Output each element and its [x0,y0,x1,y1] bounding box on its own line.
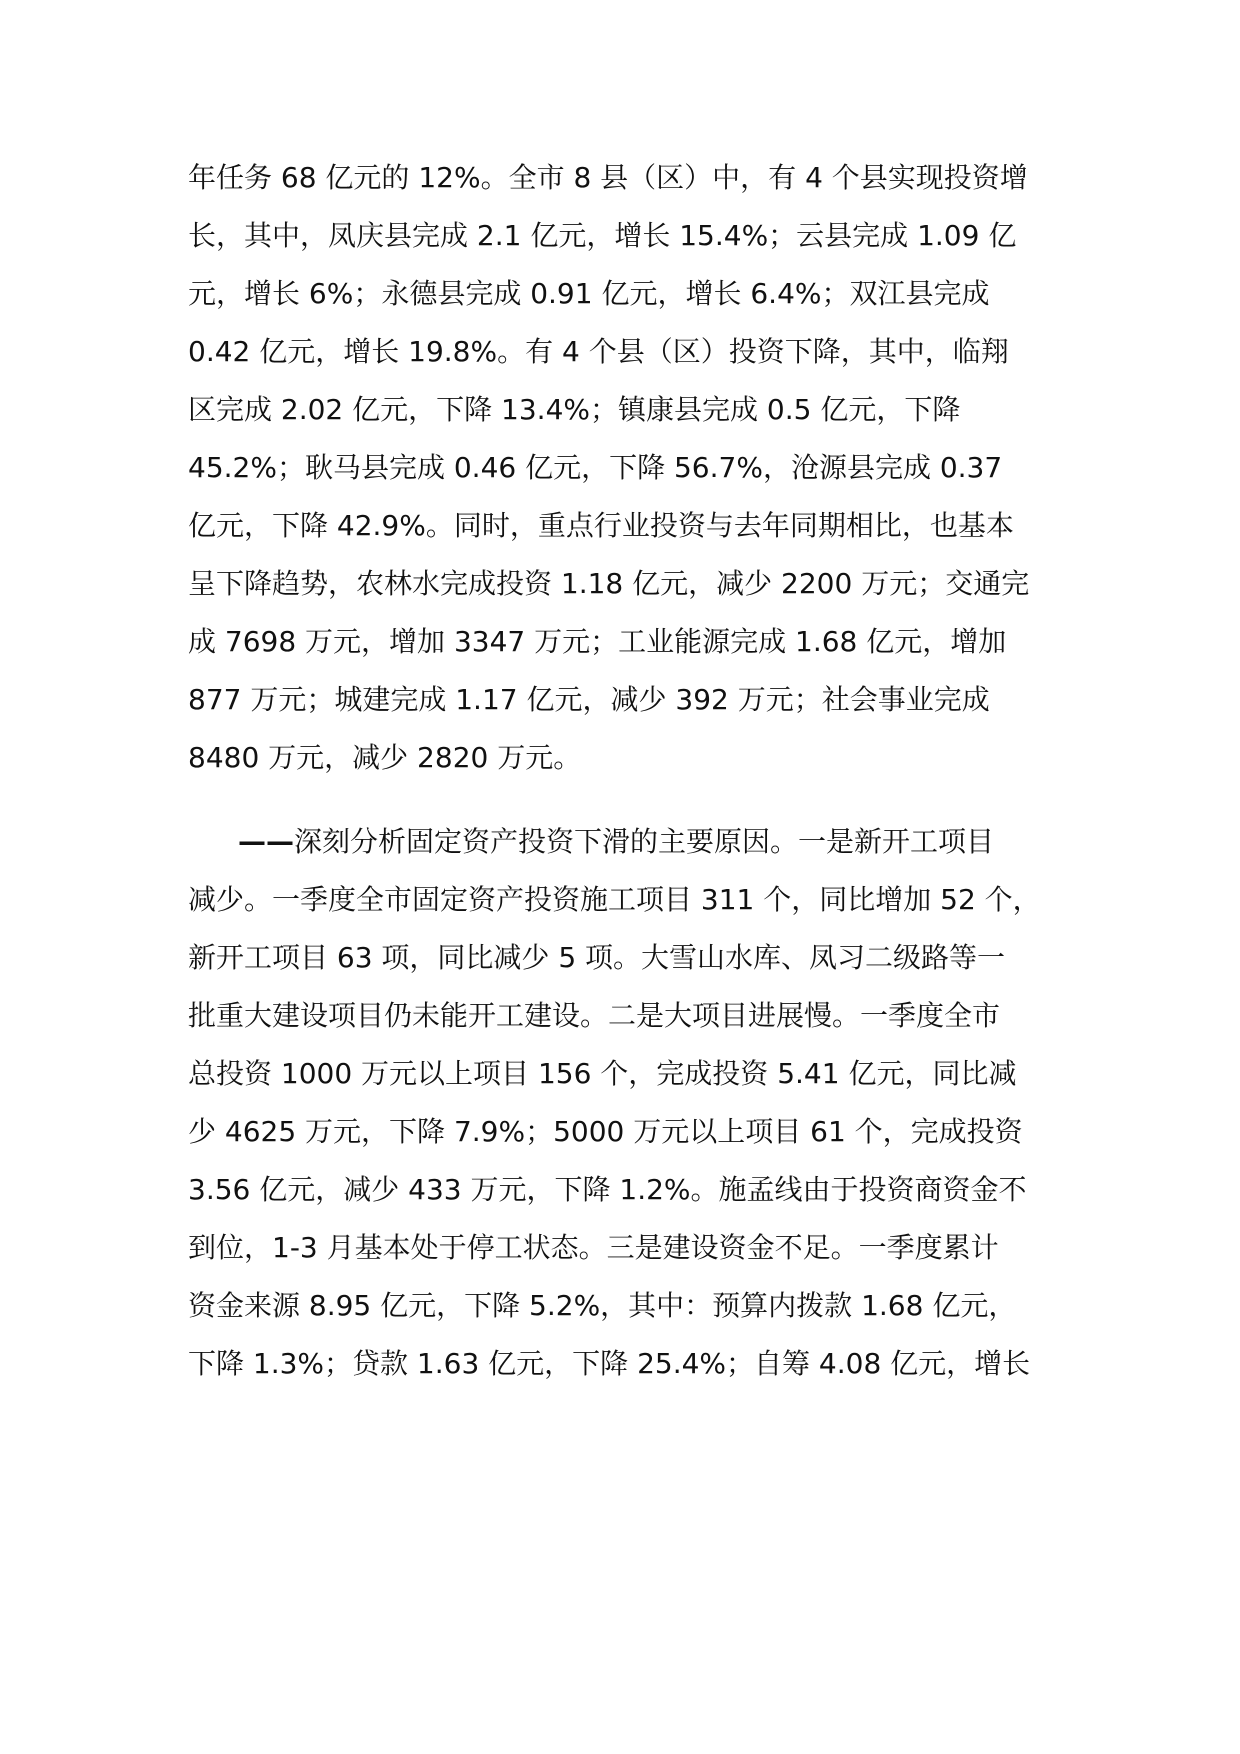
paragraph-1-line-1: 年任务 68 亿元的 12%。全市 8 县（区）中，有 4 个县实现投资增 [188,161,1028,194]
paragraph-2-line-8: 到位，1-3 月基本处于停工状态。三是建设资金不足。一季度累计 [188,1231,999,1264]
paragraph-2-line-1-text: 深刻分析固定资产投资下滑的主要原因。一是新开工项目 [294,825,995,858]
paragraph-1-line-10: 877 万元；城建完成 1.17 亿元，减少 392 万元；社会事业完成 [188,683,990,716]
paragraph-2-line-10: 下降 1.3%；贷款 1.63 亿元，下降 25.4%；自筹 4.08 亿元，增长 [188,1347,1031,1380]
paragraph-2-line-5: 总投资 1000 万元以上项目 156 个，完成投资 5.41 亿元，同比减 [188,1057,1017,1090]
paragraph-1-line-3: 元，增长 6%；永德县完成 0.91 亿元，增长 6.4%；双江县完成 [188,277,990,310]
paragraph-1-line-4: 0.42 亿元，增长 19.8%。有 4 个县（区）投资下降，其中，临翔 [188,335,1009,368]
paragraph-1-line-2: 长，其中，凤庆县完成 2.1 亿元，增长 15.4%；云县完成 1.09 亿 [188,219,1017,252]
paragraph-2-line-6: 少 4625 万元，下降 7.9%；5000 万元以上项目 61 个，完成投资 [188,1115,1023,1148]
paragraph-1-line-11: 8480 万元，减少 2820 万元。 [188,741,582,774]
paragraph-2-line-2: 减少。一季度全市固定资产投资施工项目 311 个，同比增加 52 个， [188,883,1041,916]
paragraph-1-line-8: 呈下降趋势，农林水完成投资 1.18 亿元，减少 2200 万元；交通完 [188,567,1030,600]
em-dash: —— [238,825,294,858]
paragraph-2-line-4: 批重大建设项目仍未能开工建设。二是大项目进展慢。一季度全市 [188,999,1001,1032]
paragraph-1-line-6: 45.2%；耿马县完成 0.46 亿元，下降 56.7%，沧源县完成 0.37 [188,451,1003,484]
paragraph-2-line-9: 资金来源 8.95 亿元，下降 5.2%，其中：预算内拨款 1.68 亿元， [188,1289,1017,1322]
paragraph-1-line-5: 区完成 2.02 亿元，下降 13.4%；镇康县完成 0.5 亿元，下降 [188,393,961,426]
paragraph-2-line-7: 3.56 亿元，减少 433 万元，下降 1.2%。施孟线由于投资商资金不 [188,1173,1027,1206]
paragraph-2-line-3: 新开工项目 63 项，同比减少 5 项。大雪山水库、凤习二级路等一 [188,941,1006,974]
paragraph-1-line-7: 亿元，下降 42.9%。同时，重点行业投资与去年同期相比，也基本 [188,509,1014,542]
paragraph-2-line-1 [238,822,1068,862]
paragraph-1-line-9: 成 7698 万元，增加 3347 万元；工业能源完成 1.68 亿元，增加 [188,625,1007,658]
